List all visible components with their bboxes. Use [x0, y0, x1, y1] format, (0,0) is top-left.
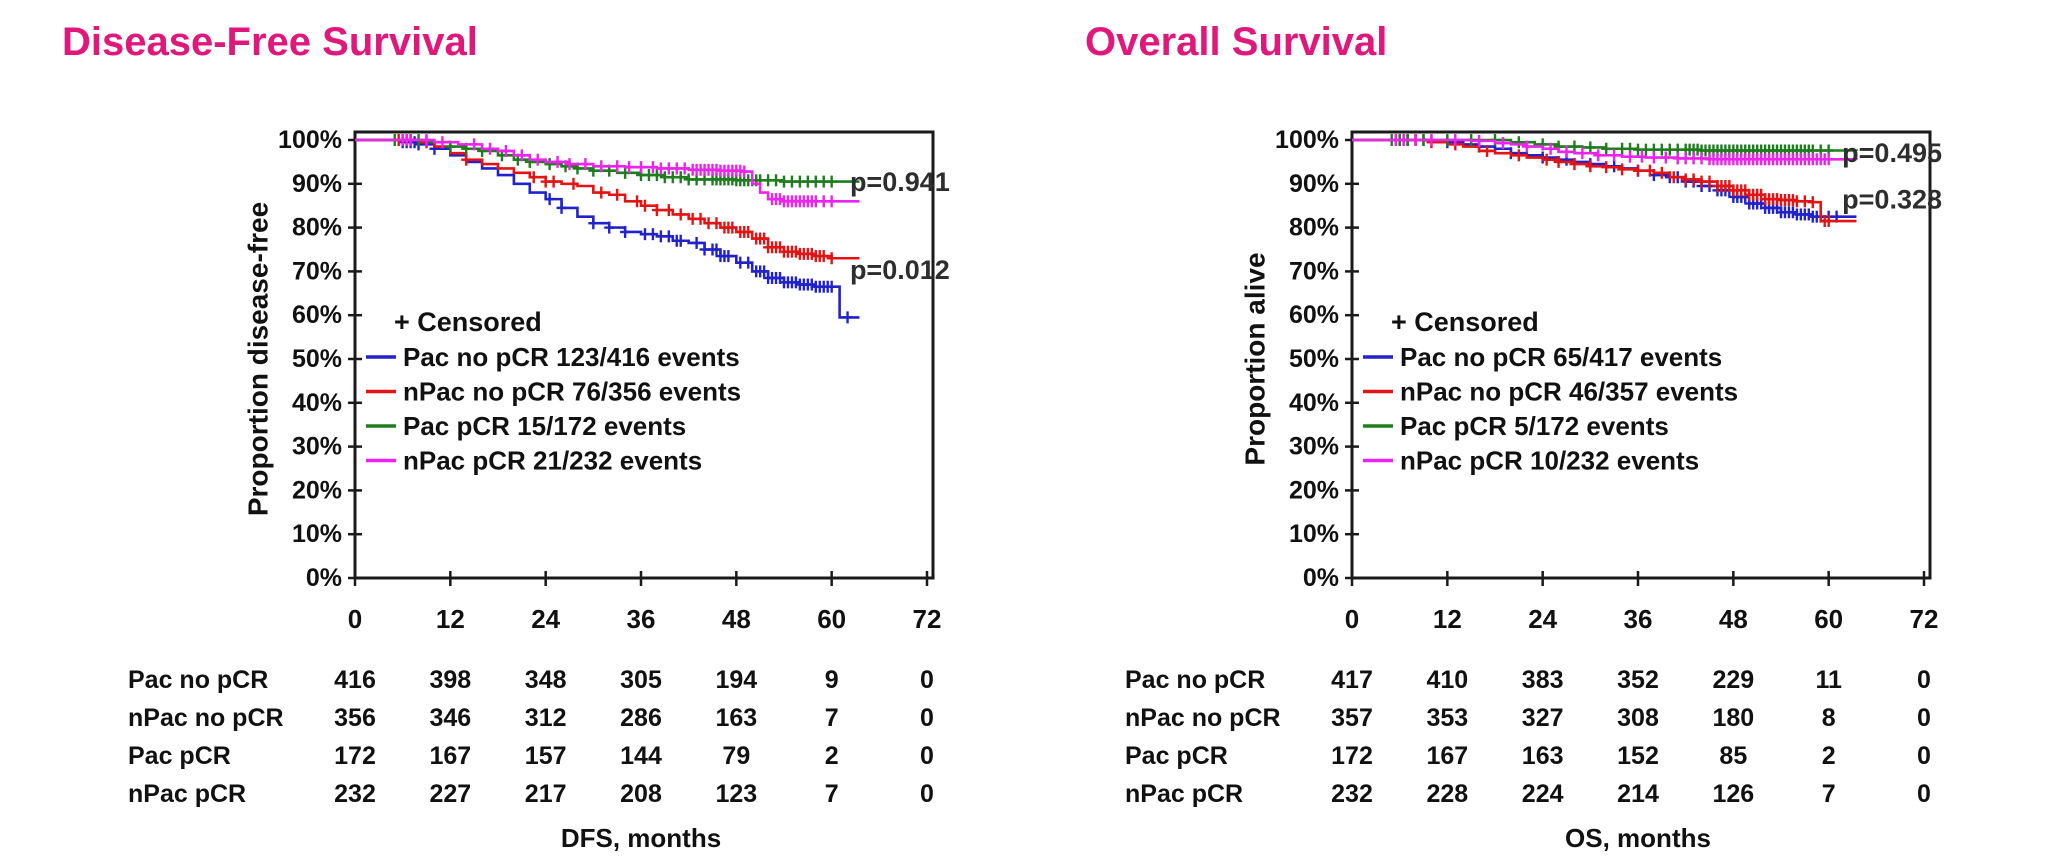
risk-cell: 123: [715, 780, 758, 808]
risk-cell: 7: [1821, 780, 1836, 808]
x-tick-label: 72: [1909, 604, 1939, 634]
risk-cell: 144: [620, 742, 662, 770]
y-tick-label: 10%: [1288, 520, 1339, 549]
legend-label-npac-pcr: nPac pCR 10/232 events: [1400, 445, 1700, 476]
x-tick-label: 60: [1814, 604, 1844, 634]
x-tick-label: 60: [817, 604, 847, 634]
series-curve-pac-pcr: [355, 140, 859, 182]
risk-cell: 228: [1426, 780, 1469, 808]
risk-cell: 8: [1821, 704, 1836, 732]
risk-cell: 126: [1712, 780, 1755, 808]
y-tick-label: 20%: [1288, 476, 1339, 505]
x-tick-label: 12: [1432, 604, 1462, 634]
censored-legend-label: + Censored: [394, 307, 542, 337]
risk-cell: 410: [1426, 666, 1469, 694]
risk-row-label-pac-no-pcr: Pac no pCR: [128, 666, 269, 694]
p-value-annotation: p=0.941: [849, 167, 950, 198]
os-panel: [997, 0, 2048, 865]
y-tick-label: 0%: [1302, 564, 1339, 592]
x-tick-label: 36: [1623, 604, 1653, 634]
risk-row-label-pac-pcr: Pac pCR: [1125, 742, 1228, 770]
y-tick-label: 80%: [291, 213, 342, 242]
y-tick-label: 20%: [291, 476, 342, 505]
x-tick-label: 0: [347, 604, 363, 634]
risk-cell: 214: [1617, 780, 1659, 808]
y-axis-title: Proportion disease-free: [242, 201, 274, 517]
legend-label-npac-no-pcr: nPac no pCR 76/356 events: [403, 376, 742, 407]
risk-cell: 417: [1331, 666, 1373, 694]
x-tick-label: 0: [1344, 604, 1360, 634]
p-value-annotation: p=0.328: [1842, 184, 1943, 215]
risk-cell: 2: [824, 742, 839, 770]
y-tick-label: 70%: [1288, 257, 1339, 286]
y-tick-label: 0%: [305, 564, 342, 592]
dfs-title: Disease-Free Survival: [62, 20, 478, 64]
risk-cell: 157: [524, 742, 567, 770]
risk-cell: 172: [1331, 742, 1373, 770]
risk-cell: 398: [429, 666, 472, 694]
risk-cell: 217: [524, 780, 567, 808]
risk-cell: 11: [1815, 666, 1842, 694]
x-tick-label: 24: [1528, 604, 1558, 634]
x-tick-label: 48: [721, 604, 751, 634]
risk-cell: 0: [920, 742, 934, 770]
risk-cell: 232: [334, 780, 376, 808]
x-tick-label: 72: [912, 604, 942, 634]
risk-cell: 312: [524, 704, 567, 732]
risk-cell: 0: [1917, 666, 1931, 694]
y-axis-title: Proportion alive: [1239, 252, 1271, 466]
risk-cell: 194: [715, 666, 758, 694]
risk-cell: 0: [1917, 704, 1931, 732]
y-tick-label: 70%: [291, 257, 342, 286]
censor-marks-pac-no-pcr: [1395, 134, 1842, 223]
risk-cell: 224: [1521, 780, 1564, 808]
legend-label-pac-no-pcr: Pac no pCR 65/417 events: [1400, 342, 1723, 372]
p-value-annotation: p=0.495: [1842, 138, 1943, 169]
y-tick-label: 50%: [1288, 345, 1339, 373]
risk-cell: 0: [1917, 742, 1931, 770]
risk-cell: 0: [920, 780, 934, 808]
risk-cell: 383: [1521, 666, 1564, 694]
y-tick-label: 40%: [1288, 388, 1339, 417]
risk-cell: 353: [1426, 704, 1469, 732]
risk-cell: 229: [1712, 666, 1755, 694]
risk-cell: 356: [334, 704, 376, 732]
risk-cell: 308: [1617, 704, 1659, 732]
risk-row-label-pac-no-pcr: Pac no pCR: [1125, 666, 1266, 694]
x-axis-title: DFS, months: [560, 823, 722, 853]
legend-label-pac-pcr: Pac pCR 5/172 events: [1400, 411, 1669, 441]
risk-row-label-npac-no-pcr: nPac no pCR: [1125, 704, 1281, 732]
y-tick-label: 10%: [291, 520, 342, 549]
y-tick-label: 50%: [291, 345, 342, 373]
risk-cell: 357: [1331, 704, 1373, 732]
risk-cell: 163: [715, 704, 758, 732]
y-tick-label: 90%: [291, 169, 342, 198]
risk-row-label-npac-pcr: nPac pCR: [128, 780, 247, 808]
risk-cell: 7: [824, 704, 839, 732]
risk-cell: 348: [524, 666, 567, 694]
risk-cell: 2: [1821, 742, 1836, 770]
risk-cell: 167: [1426, 742, 1469, 770]
x-tick-label: 12: [435, 604, 465, 634]
y-tick-label: 90%: [1288, 169, 1339, 198]
x-tick-label: 48: [1718, 604, 1748, 634]
risk-cell: 416: [334, 666, 376, 694]
risk-row-label-npac-no-pcr: nPac no pCR: [128, 704, 284, 732]
risk-cell: 0: [920, 666, 934, 694]
risk-cell: 232: [1331, 780, 1373, 808]
risk-cell: 163: [1521, 742, 1564, 770]
risk-cell: 208: [620, 780, 662, 808]
risk-row-label-npac-pcr: nPac pCR: [1125, 780, 1244, 808]
risk-cell: 286: [620, 704, 662, 732]
y-tick-label: 60%: [291, 301, 342, 330]
y-tick-label: 100%: [1275, 126, 1339, 154]
y-tick-label: 100%: [278, 126, 342, 154]
risk-cell: 7: [824, 780, 839, 808]
risk-cell: 0: [1917, 780, 1931, 808]
y-tick-label: 30%: [291, 432, 342, 461]
y-tick-label: 60%: [1288, 301, 1339, 330]
legend-label-pac-no-pcr: Pac no pCR 123/416 events: [403, 342, 740, 372]
risk-cell: 327: [1521, 704, 1564, 732]
legend-label-npac-no-pcr: nPac no pCR 46/357 events: [1400, 376, 1739, 407]
x-tick-label: 36: [626, 604, 656, 634]
os-survival-plot: [997, 0, 2048, 865]
risk-cell: 9: [824, 666, 839, 694]
censored-legend-label: + Censored: [1391, 307, 1539, 337]
x-axis-title: OS, months: [1565, 823, 1711, 853]
y-tick-label: 40%: [291, 388, 342, 417]
p-value-annotation: p=0.012: [849, 255, 950, 286]
x-tick-label: 24: [531, 604, 561, 634]
risk-cell: 172: [334, 742, 376, 770]
y-tick-label: 80%: [1288, 213, 1339, 242]
legend-label-npac-pcr: nPac pCR 21/232 events: [403, 445, 703, 476]
risk-row-label-pac-pcr: Pac pCR: [128, 742, 231, 770]
risk-cell: 152: [1617, 742, 1659, 770]
risk-cell: 227: [429, 780, 472, 808]
risk-cell: 346: [429, 704, 472, 732]
risk-cell: 167: [429, 742, 472, 770]
risk-cell: 85: [1719, 742, 1748, 770]
os-title: Overall Survival: [1085, 20, 1388, 64]
legend-label-pac-pcr: Pac pCR 15/172 events: [403, 411, 687, 441]
risk-cell: 0: [920, 704, 934, 732]
risk-cell: 352: [1617, 666, 1659, 694]
risk-cell: 305: [620, 666, 662, 694]
risk-cell: 79: [722, 742, 751, 770]
y-tick-label: 30%: [1288, 432, 1339, 461]
risk-cell: 180: [1712, 704, 1755, 732]
